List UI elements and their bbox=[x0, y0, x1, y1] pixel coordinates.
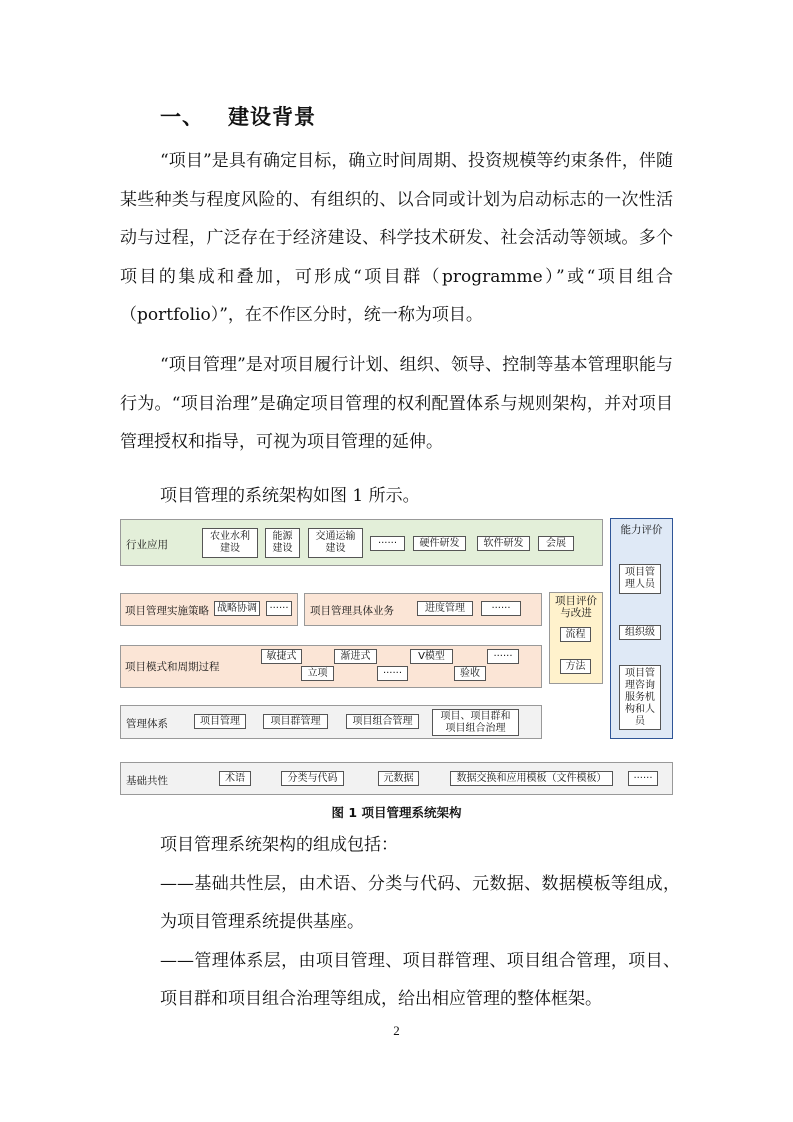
para3-text: 项目管理的系统架构如图 1 所示。 bbox=[160, 486, 420, 506]
item-lifecycle: 验收 bbox=[454, 666, 486, 681]
item-management-system: 项目群管理 bbox=[263, 714, 328, 729]
heading-title: 建设背景 bbox=[228, 105, 316, 129]
page-number: 2 bbox=[393, 1023, 400, 1038]
label-strategy: 项目管理实施策略 bbox=[125, 605, 209, 617]
item-evaluation: 流程 bbox=[560, 627, 591, 642]
item-capability: 项目管 理人员 bbox=[619, 564, 661, 594]
item-industry: 软件研发 bbox=[477, 536, 530, 551]
para5-text: ——基础共性层，由术语、分类与代码、元数据、数据模板等组成，为项目管理系统提供基座。 bbox=[160, 873, 680, 932]
item-basic: 元数据 bbox=[378, 771, 419, 786]
item-industry: ······ bbox=[370, 536, 405, 551]
item-lifecycle: 立项 bbox=[301, 666, 334, 681]
item-management-system: 项目、项目群和 项目组合治理 bbox=[432, 709, 519, 736]
item-basic: 数据交换和应用模板（文件模板） bbox=[450, 771, 613, 786]
item-industry: 会展 bbox=[538, 536, 574, 551]
item-industry: 能源 建设 bbox=[265, 528, 300, 558]
label-capability: 能力评价 bbox=[620, 524, 663, 536]
label-management-system: 管理体系 bbox=[126, 718, 168, 730]
item-lifecycle: 敏捷式 bbox=[261, 649, 302, 664]
figure-caption: 图 1 项目管理系统架构 bbox=[331, 805, 462, 820]
label-lifecycle: 项目模式和周期过程 bbox=[125, 661, 220, 673]
item-capability: 项目管 理咨询 服务机 构和人 员 bbox=[619, 665, 661, 730]
item-strategy: 战略协调 bbox=[214, 601, 260, 616]
item-basic: ······ bbox=[628, 771, 658, 786]
label-business: 项目管理具体业务 bbox=[310, 605, 394, 617]
paragraph-project-management bbox=[120, 346, 673, 462]
item-strategy: ······ bbox=[266, 601, 292, 616]
paragraph-figure-intro bbox=[160, 477, 680, 516]
label-industry: 行业应用 bbox=[126, 539, 168, 551]
item-evaluation: 方法 bbox=[560, 659, 591, 674]
architecture-diagram bbox=[120, 516, 673, 797]
item-lifecycle: ······ bbox=[487, 649, 519, 664]
item-industry: 硬件研发 bbox=[413, 536, 466, 551]
section-heading bbox=[160, 101, 316, 131]
paragraph-project-definition bbox=[120, 142, 673, 335]
label-basic: 基础共性 bbox=[126, 775, 168, 787]
item-management-system: 项目组合管理 bbox=[346, 714, 419, 729]
para6-text: ——管理体系层，由项目管理、项目群管理、项目组合管理，项目、项目群和项目组合治理等组成，给出相应管理的整体框架。 bbox=[160, 950, 680, 1009]
item-lifecycle: V模型 bbox=[410, 649, 453, 664]
item-capability: 组织级 bbox=[619, 625, 661, 640]
para4-text: 项目管理系统架构的组成包括： bbox=[160, 835, 398, 855]
item-basic: 术语 bbox=[219, 771, 251, 786]
item-lifecycle: 渐进式 bbox=[334, 649, 377, 664]
item-basic: 分类与代码 bbox=[281, 771, 344, 786]
item-business: ······ bbox=[481, 601, 521, 616]
heading-number: 一、 bbox=[160, 105, 204, 129]
para1-text: “项目”是具有确定目标，确立时间周期、投资规模等约束条件，伴随某些种类与程度风险的、有组织的、以合同或计划为启动标志的一次性活动与过程，广泛存在于经济建设、科学技术研发、社会活动等领域。多个项目的集成和叠加，可形成“项目群（programme）”或“项目组合（portfolio）”，在不作区分时，统一称为项目。 bbox=[120, 151, 673, 325]
item-business: 进度管理 bbox=[417, 601, 473, 616]
item-management-system: 项目管理 bbox=[194, 714, 246, 729]
label-evaluation: 项目评价 与改进 bbox=[555, 595, 597, 619]
item-industry: 交通运输 建设 bbox=[308, 528, 363, 558]
item-industry: 农业水利 建设 bbox=[202, 528, 258, 558]
item-lifecycle: ······ bbox=[377, 666, 408, 681]
paragraph-components bbox=[160, 826, 680, 1019]
para2-text: “项目管理”是对项目履行计划、组织、领导、控制等基本管理职能与行为。“项目治理”是确定项目管理的权利配置体系与规则架构，并对项目管理授权和指导，可视为项目管理的延伸。 bbox=[120, 355, 673, 452]
